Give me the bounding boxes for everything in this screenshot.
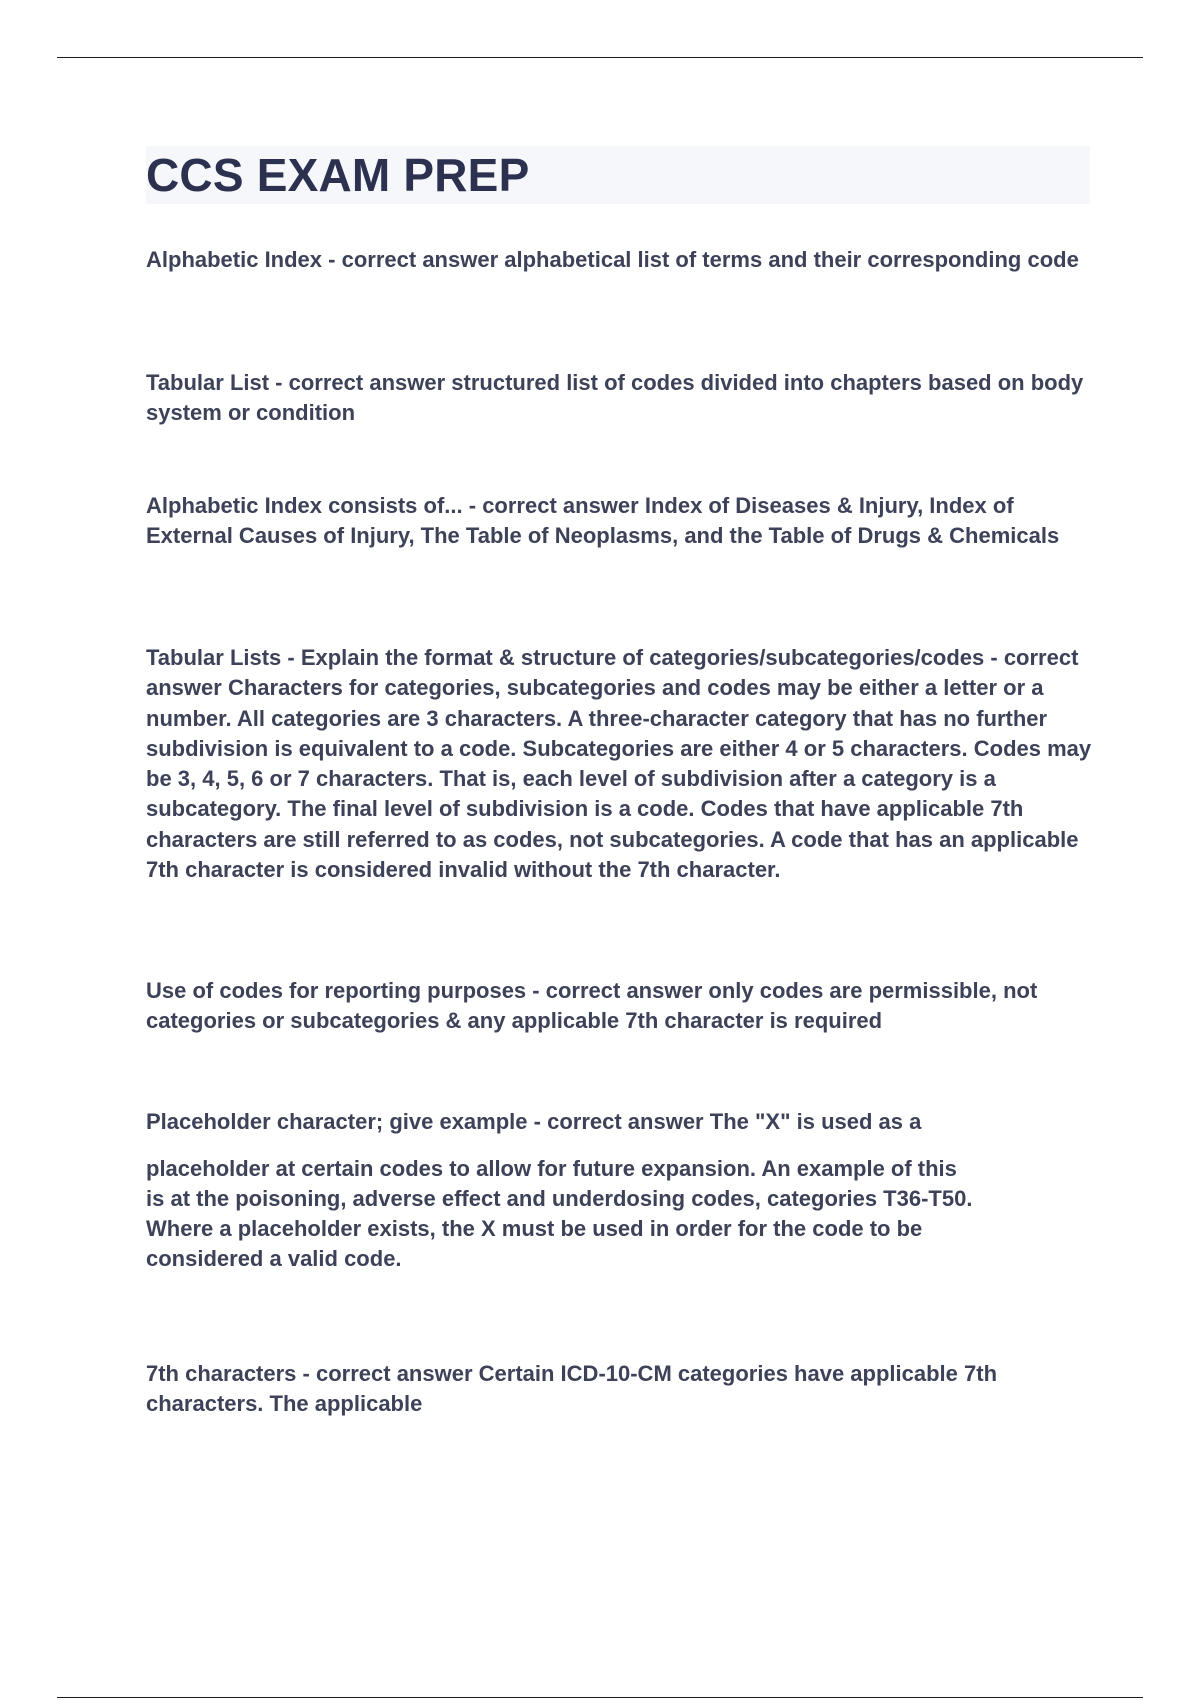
qa-label: correct answer: [545, 978, 703, 1003]
qa-answer-lines: [146, 1184, 1096, 1244]
qa-entry-7th-characters: 7th characters - correct answer Certain ICD-10-CM categories have applicable 7th characters. The applicable: [146, 1361, 998, 1417]
qa-term: Placeholder character; give example: [146, 1109, 528, 1134]
qa-answer-line: is at the poisoning, adverse effect and underdosing codes, categories T36-T50.: [146, 1186, 973, 1211]
qa-entry-alphabetic-index-consists: Alphabetic Index consists of... - correct answer Index of Diseases & Injury, Index of External Causes of Injury, The Table of Neoplasms, and the Table of Drugs & Chemicals: [146, 493, 1060, 549]
qa-entry-tabular-list: Tabular List - correct answer structured list of codes divided into chapters based on body system or condition: [146, 370, 1084, 426]
qa-term: 7th characters: [146, 1361, 297, 1386]
qa-term: Tabular Lists - Explain the format & structure of categories/subcategories/codes: [146, 645, 985, 670]
qa-term: Alphabetic Index: [146, 247, 323, 272]
qa-label: correct answer: [482, 493, 639, 518]
qa-answer: Certain ICD-10-CM categories have applicable 7th characters. The applicable: [146, 1361, 998, 1417]
qa-entry-alphabetic-index: Alphabetic Index - correct answer alphabetical list of terms and their corresponding code: [146, 247, 1079, 272]
qa-answer-line: Where a placeholder exists, the X must be used in order for the code to be: [146, 1216, 923, 1241]
bottom-rule: [57, 1697, 1143, 1698]
qa-answer-line: considered a valid code.: [146, 1246, 402, 1271]
qa-term: Use of codes for reporting purposes: [146, 978, 527, 1003]
qa-answer-line: placeholder at certain codes to allow for future expansion. An example of this: [146, 1155, 957, 1181]
qa-label: correct answer: [315, 1361, 473, 1386]
qa-answer: Index of Diseases & Injury, Index of External Causes of Injury, The Table of Neoplasms, and the Table of Drugs & Chemicals: [146, 493, 1060, 549]
document-title: CCS EXAM PREP: [146, 149, 530, 201]
qa-answer: structured list of codes divided into chapters based on body system or condition: [146, 370, 1084, 426]
qa-entry-placeholder-character: Placeholder character; give example - correct answer The "X" is used as a placeholder at certain codes to allow for future expansion. An example of this is at the poisoning, adverse effect and underdosing codes, categories T36-T50. Where a placeholder exists, the X must be used in order for the code to be considered a valid code.: [146, 1099, 1096, 1283]
qa-label: correct answer: [341, 247, 499, 272]
qa-answer: only codes are permissible, not categories or subcategories & any applicable 7th character is required: [146, 978, 1038, 1034]
qa-label: correct answer: [146, 645, 1079, 701]
qa-entry-use-of-codes: Use of codes for reporting purposes - correct answer only codes are permissible, not categories or subcategories & any applicable 7th character is required: [146, 978, 1038, 1034]
top-rule: [57, 57, 1143, 58]
qa-term: Alphabetic Index consists of...: [146, 493, 463, 518]
qa-entry-tabular-lists-format: Tabular Lists - Explain the format & structure of categories/subcategories/codes - correct answer Characters for categories, subcategories and codes may be either a letter or a number. All categories are 3 characters. A three-character category that has no further subdivision is equivalent to a code. Subcategories are either 4 or 5 characters. Codes may be 3, 4, 5, 6 or 7 characters. That is, each level of subdivision after a category is a subcategory. The final level of subdivision is a code. Codes that have applicable 7th characters are still referred to as codes, not subcategories. A code that has an applicable 7th character is considered invalid without the 7th character.: [146, 645, 1092, 883]
qa-answer-line: The "X" is used as a: [709, 1109, 922, 1134]
qa-answer: alphabetical list of terms and their corresponding code: [504, 247, 1079, 272]
qa-label: correct answer: [547, 1109, 704, 1134]
qa-term: Tabular List: [146, 370, 270, 395]
qa-label: correct answer: [288, 370, 446, 395]
qa-answer: Characters for categories, subcategories and codes may be either a letter or a number. All categories are 3 characters. A three-character category that has no further subdivision is equivalent to a code. Subcategories are either 4 or 5 characters. Codes may be 3, 4, 5, 6 or 7 characters. That is, each level of subdivision after a category is a subcategory. The final level of subdivision is a code. Codes that have applicable 7th characters are still referred to as codes, not subcategories. A code that has an applicable 7th character is considered invalid without the 7th character.: [146, 675, 1092, 883]
